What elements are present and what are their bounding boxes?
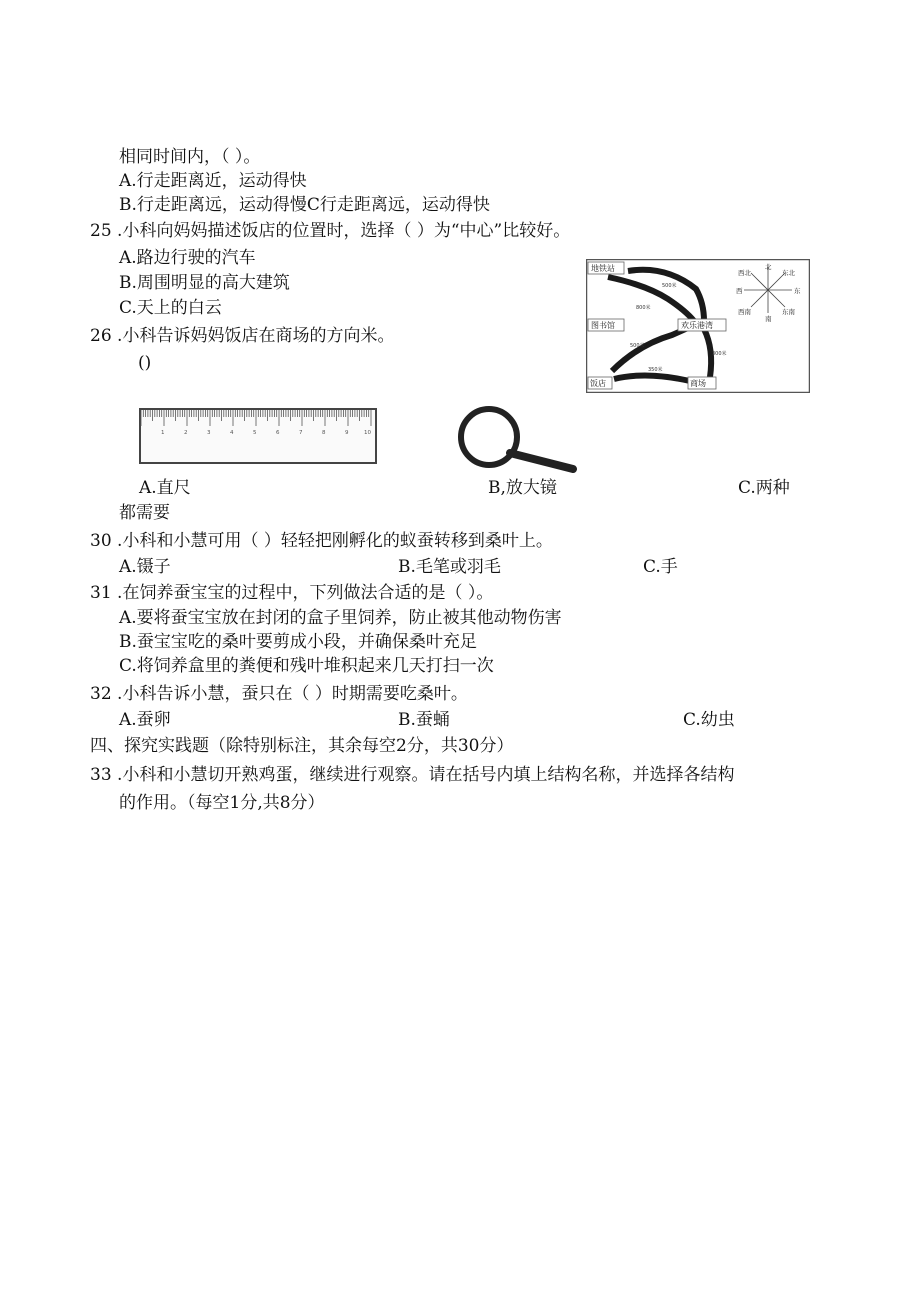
ruler-number: 10 — [364, 430, 371, 436]
compass-west: 西 — [736, 287, 743, 295]
map-distance-label: 500米 — [630, 343, 645, 349]
magnifying-glass-icon — [455, 403, 579, 473]
tool-option-c-continued: 都需要 — [119, 503, 170, 523]
compass-east: 东 — [794, 287, 801, 295]
option-b: B.行走距离远，运动得慢C行走距离远，运动得快 — [119, 195, 490, 215]
question-31: 31 .在饲养蚕宝宝的过程中，下列做法合适的是（ ）。 — [90, 583, 494, 603]
question-fragment-line: 相同时间内，（ ）。 — [119, 147, 261, 167]
q30-option-c: C.手 — [643, 557, 678, 577]
ruler-number: 1 — [161, 430, 165, 436]
q31-option-c: C.将饲养盒里的粪便和残叶堆积起来几天打扫一次 — [119, 656, 494, 676]
map-distance-label: 350米 — [648, 367, 663, 373]
q31-option-b: B.蚕宝宝吃的桑叶要剪成小段，并确保桑叶充足 — [119, 632, 477, 652]
tool-option-b: B,放大镜 — [488, 478, 557, 498]
q31-option-a: A.要将蚕宝宝放在封闭的盒子里饲养，防止被其他动物伤害 — [119, 608, 562, 628]
ruler-number: 5 — [253, 430, 257, 436]
ruler-image — [139, 408, 377, 464]
q25-option-a: A.路边行驶的汽车 — [119, 248, 256, 268]
compass-southwest: 西南 — [738, 308, 751, 316]
compass-northwest: 西北 — [738, 269, 751, 277]
map-place-restaurant: 饭店 — [590, 379, 606, 388]
ruler-number: 6 — [276, 430, 280, 436]
map-place-subway: 地铁站 — [591, 264, 615, 273]
map-distance-label: 800米 — [636, 305, 651, 311]
map-place-harbor: 欢乐港湾 — [681, 321, 713, 330]
q32-option-c: C.幼虫 — [683, 710, 735, 730]
ruler-number: 4 — [230, 430, 234, 436]
q30-option-b: B.毛笔或羽毛 — [398, 557, 501, 577]
map-place-mall: 商场 — [690, 379, 706, 388]
ruler-number: 2 — [184, 430, 188, 436]
question-26: 26 .小科告诉妈妈饭店在商场的方向米。 — [90, 326, 395, 346]
ruler-number: 3 — [207, 430, 211, 436]
map-distance-label: 500米 — [662, 283, 677, 289]
tool-option-a: A.直尺 — [139, 478, 191, 498]
compass-north: 北 — [765, 263, 772, 271]
compass-northeast: 东北 — [782, 269, 795, 277]
option-a: A.行走距离近，运动得快 — [119, 171, 307, 191]
question-25: 25 .小科向妈妈描述饭店的位置时，选择（ ）为“中心”比较好。 — [90, 221, 571, 241]
ruler-number: 7 — [299, 430, 303, 436]
ruler-number: 8 — [322, 430, 326, 436]
compass-southeast: 东南 — [782, 308, 795, 316]
q26-answer-paren: () — [138, 353, 152, 373]
q32-option-a: A.蚕卵 — [119, 710, 171, 730]
q25-option-c: C.天上的白云 — [119, 298, 222, 318]
q25-option-b: B.周围明显的高大建筑 — [119, 273, 290, 293]
q32-option-b: B.蚕蛹 — [398, 710, 450, 730]
question-30: 30 .小科和小慧可用（ ）轻轻把刚孵化的蚁蚕转移到桑叶上。 — [90, 531, 553, 551]
section-4-heading: 四、探究实践题（除特别标注，其余每空2分，共30分） — [90, 736, 514, 756]
ruler-number: 9 — [345, 430, 349, 436]
tool-option-c: C.两种 — [738, 478, 790, 498]
q30-option-a: A.镊子 — [119, 557, 171, 577]
location-map — [586, 259, 810, 393]
compass-south: 南 — [765, 315, 772, 323]
map-place-library: 图书馆 — [591, 321, 615, 330]
question-32: 32 .小科告诉小慧，蚕只在（ ）时期需要吃桑叶。 — [90, 684, 468, 704]
question-33: 33 .小科和小慧切开熟鸡蛋，继续进行观察。请在括号内填上结构名称，并选择各结构 — [90, 765, 735, 785]
question-33-continued: 的作用。（每空1分,共8分） — [119, 793, 325, 813]
map-distance-label: 300米 — [712, 351, 727, 357]
